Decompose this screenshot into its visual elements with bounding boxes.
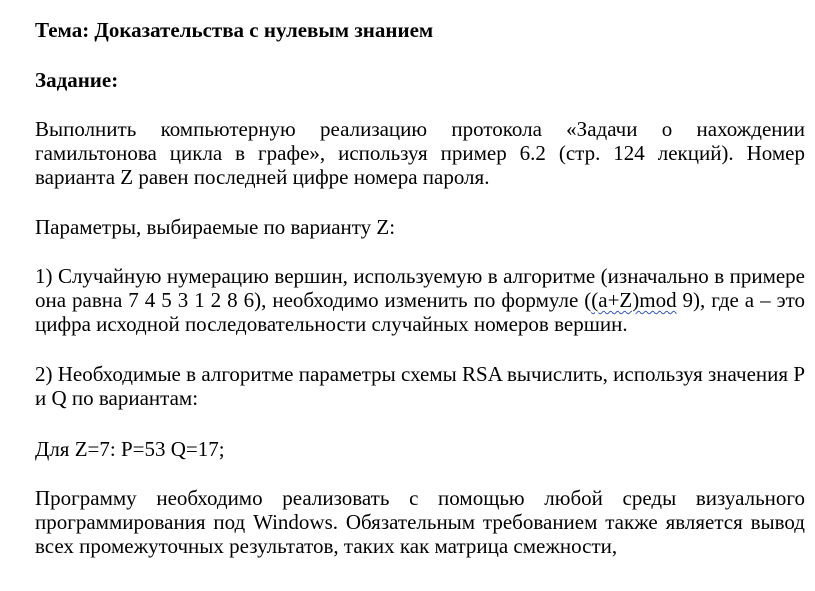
task-heading: Задание: [35, 68, 119, 92]
param-item-1-end: 9), где a – это цифра исходной последовательности случайных номеров вершин. [35, 288, 805, 336]
requirements-paragraph: Программу необходимо реализовать с помощью любой среды визуального программирования под Windows. Обязательным требованием также является вывод всех промежуточных результатов, таких как матрица смежности, [35, 486, 805, 558]
param-item-1 [35, 264, 805, 336]
param-item-2: 2) Необходимые в алгоритме параметры схемы RSA вычислить, используя значения P и Q по вариантам: [35, 362, 805, 410]
formula-text: (a+Z)mod [591, 288, 677, 312]
param-item-1-start: 1) Случайную нумерацию вершин, используемую в алгоритме (изначально в примере она равна 7 4 5 3 1 2 8 6), необходимо изменить по формуле ( [35, 264, 805, 312]
task-paragraph: Выполнить компьютерную реализацию протокола «Задачи о нахождении гамильтонова цикла в графе», используя пример 6.2 (стр. 124 лекций). Номер варианта Z равен последней цифре номера пароля. [35, 117, 805, 189]
variant-values: Для Z=7: P=53 Q=17; [35, 437, 225, 461]
topic-title: Тема: Доказательства с нулевым знанием [35, 18, 434, 42]
params-intro: Параметры, выбираемые по варианту Z: [35, 215, 396, 239]
